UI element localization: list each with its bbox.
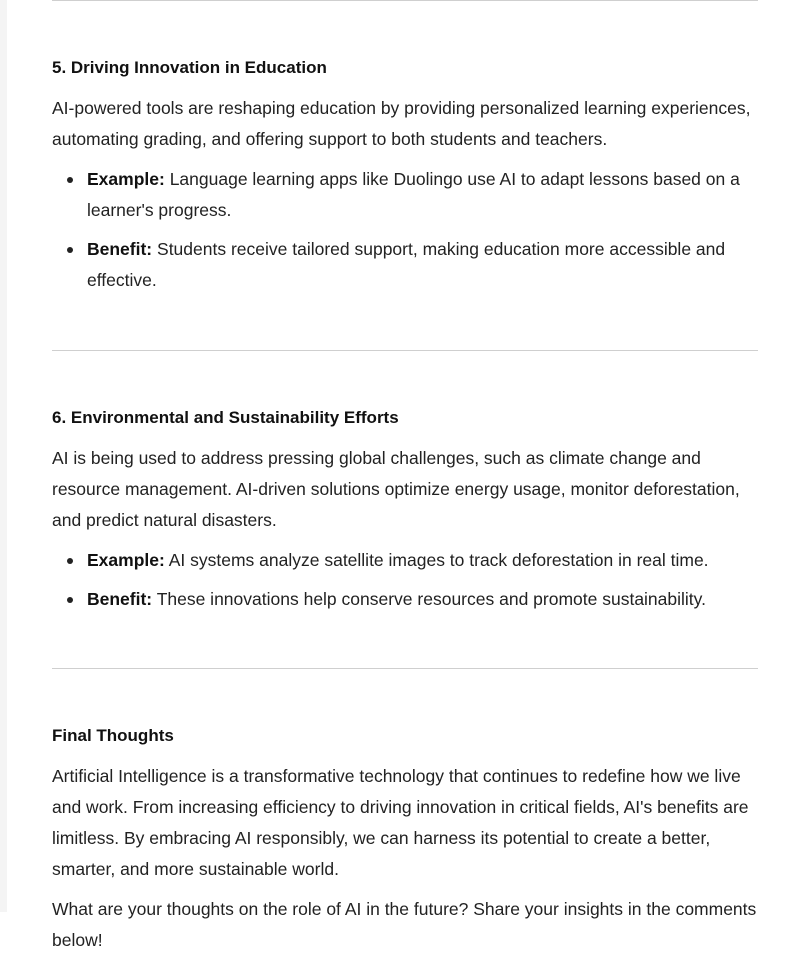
bullet-text: Language learning apps like Duolingo use AI to adapt lessons based on a learner's progress. (87, 169, 740, 220)
bullet-label: Example: (87, 169, 165, 189)
section-environment (52, 407, 758, 615)
section-paragraph: AI is being used to address pressing global challenges, such as climate change and resource management. AI-driven solutions optimize energy usage, monitor deforestation, and predict natural disasters. (52, 448, 740, 530)
bullet-text: AI systems analyze satellite images to track deforestation in real time. (168, 550, 709, 570)
bullet-list (52, 545, 758, 615)
section-final-thoughts (52, 725, 758, 956)
bullet-list (52, 164, 758, 296)
section-education (52, 57, 758, 296)
section-divider (52, 668, 758, 669)
bullet-item-benefit (52, 584, 758, 615)
bullet-text: These innovations help conserve resources and promote sustainability. (156, 589, 706, 609)
bullet-item-benefit (52, 234, 758, 296)
section-paragraph: AI-powered tools are reshaping education by providing personalized learning experiences, automating grading, and offering support to both students and teachers. (52, 98, 751, 149)
section-divider (52, 0, 758, 1)
section-divider (52, 350, 758, 351)
article-body (52, 0, 758, 956)
bullet-item-example (52, 164, 758, 226)
page-left-edge (0, 0, 7, 912)
bullet-item-example (52, 545, 758, 576)
bullet-label: Benefit: (87, 589, 153, 609)
bullet-text: Students receive tailored support, making education more accessible and effective. (87, 239, 726, 290)
final-paragraph: Artificial Intelligence is a transformative technology that continues to redefine how we live and work. From increasing efficiency to driving innovation in critical fields, AI's benefits are limitless. By embracing AI responsibly, we can harness its potential to create a better, smarter, and more sustainable world. (52, 766, 749, 879)
bullet-label: Benefit: (87, 239, 153, 259)
bullet-label: Example: (87, 550, 165, 570)
final-question-paragraph: What are your thoughts on the role of AI in the future? Share your insights in the comments below! (52, 899, 757, 950)
section-heading: 5. Driving Innovation in Education (52, 58, 327, 77)
section-heading: 6. Environmental and Sustainability Efforts (52, 408, 399, 427)
section-heading: Final Thoughts (52, 726, 174, 745)
